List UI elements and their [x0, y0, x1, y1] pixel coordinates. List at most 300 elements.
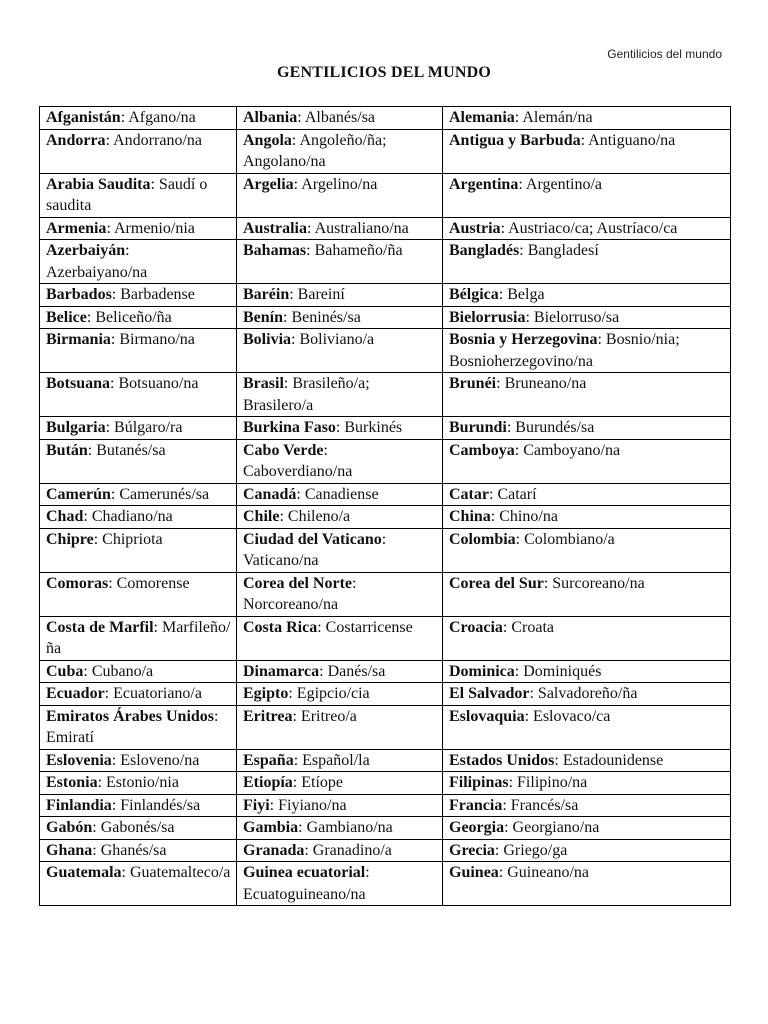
demonym: Georgiano/na: [512, 819, 600, 836]
separator: :: [283, 308, 292, 326]
table-cell: [237, 173, 443, 217]
demonym: Búlgaro/ra: [114, 419, 183, 436]
country-name: Corea del Norte: [243, 574, 352, 592]
country-name: Estonia: [46, 774, 98, 791]
demonym: Catarí: [497, 485, 537, 503]
separator: :: [92, 819, 101, 836]
table-cell: [237, 306, 443, 329]
separator: :: [288, 685, 297, 702]
separator: :: [504, 819, 513, 836]
table-row: [40, 373, 731, 417]
country-name: Camerún: [46, 485, 111, 503]
demonym: Finlandés/sa: [120, 796, 201, 814]
table-cell: [443, 660, 731, 683]
table-cell: [237, 483, 443, 506]
table-cell: [443, 173, 731, 217]
country-name: Bélgica: [449, 286, 499, 303]
country-name: Estados Unidos: [449, 751, 555, 769]
demonym: Fiyiano/na: [278, 796, 347, 814]
separator: :: [597, 331, 606, 348]
table-cell: [40, 107, 237, 130]
demonym: Azerbaiyano/na: [46, 263, 148, 281]
demonyms-table-body: [40, 107, 731, 906]
separator: :: [365, 864, 370, 881]
table-cell: [443, 373, 731, 417]
country-name: Dinamarca: [243, 662, 320, 680]
country-name: Camboya: [449, 441, 515, 459]
separator: :: [298, 819, 307, 836]
table-cell: [237, 772, 443, 795]
separator: :: [121, 864, 130, 881]
table-row: [40, 705, 731, 749]
demonym: Australiano/na: [314, 219, 409, 237]
demonym: Ecuatoguineano/na: [243, 885, 366, 903]
demonym: Bosnio/nia; Bosnioherzegovino/na: [449, 331, 680, 370]
country-name: Bangladés: [449, 242, 520, 259]
country-name: Eritrea: [243, 707, 293, 725]
demonym: Francés/sa: [510, 796, 579, 814]
separator: :: [292, 707, 301, 725]
demonym: Armenio/nia: [114, 219, 195, 237]
separator: :: [293, 751, 303, 769]
country-name: Antigua y Barbuda: [449, 131, 581, 149]
separator: :: [283, 375, 293, 392]
separator: :: [296, 485, 305, 503]
separator: :: [518, 175, 526, 193]
demonym: Beninés/sa: [291, 308, 361, 326]
table-cell: [237, 439, 443, 483]
demonym: Boliviano/a: [299, 331, 375, 348]
table-cell: [237, 240, 443, 284]
table-row: [40, 749, 731, 772]
table-row: [40, 683, 731, 706]
table-cell: [40, 839, 237, 862]
demonym: Egipcio/cia: [296, 685, 370, 702]
country-name: Barbados: [46, 286, 112, 303]
separator: :: [291, 331, 300, 348]
separator: :: [323, 441, 328, 459]
demonym: Granadino/a: [312, 841, 392, 859]
country-name: Emiratos Árabes Unidos: [46, 707, 215, 725]
table-cell: [237, 129, 443, 173]
country-name: Dominica: [449, 662, 515, 680]
table-cell: [443, 683, 731, 706]
table-row: [40, 284, 731, 307]
country-name: Arabia Saudita: [46, 175, 151, 193]
table-cell: [40, 683, 237, 706]
country-name: Birmania: [46, 331, 111, 348]
table-cell: [40, 483, 237, 506]
country-name: Burkina Faso: [243, 419, 336, 436]
table-cell: [40, 749, 237, 772]
country-name: Costa Rica: [243, 618, 318, 636]
country-name: China: [449, 508, 491, 525]
separator: :: [153, 618, 162, 636]
country-name: Grecia: [449, 841, 495, 859]
country-name: Cuba: [46, 662, 84, 680]
separator: :: [514, 109, 523, 126]
separator: :: [86, 308, 96, 326]
separator: :: [120, 109, 129, 126]
separator: :: [269, 796, 279, 814]
separator: :: [317, 618, 326, 636]
separator: :: [297, 109, 305, 126]
table-row: [40, 506, 731, 529]
country-name: Gambia: [243, 819, 299, 836]
demonym: Bareiní: [297, 286, 345, 303]
country-name: Argentina: [449, 175, 519, 193]
country-name: Brasil: [243, 375, 284, 392]
separator: :: [92, 841, 101, 859]
demonym: Ecuatoriano/a: [113, 685, 202, 702]
separator: :: [498, 286, 508, 303]
separator: :: [488, 485, 498, 503]
table-cell: [443, 240, 731, 284]
country-name: Afganistán: [46, 109, 121, 126]
separator: :: [498, 864, 508, 881]
table-row: [40, 240, 731, 284]
country-name: Botsuana: [46, 375, 111, 392]
separator: :: [514, 662, 524, 680]
separator: :: [110, 375, 119, 392]
separator: :: [515, 530, 525, 548]
separator: :: [110, 485, 120, 503]
table-cell: [237, 660, 443, 683]
separator: :: [500, 219, 509, 237]
country-name: Guinea ecuatorial: [243, 864, 366, 881]
table-row: [40, 772, 731, 795]
demonym: Esloveno/na: [120, 751, 200, 769]
table-cell: [40, 284, 237, 307]
separator: :: [93, 530, 103, 548]
table-cell: [443, 528, 731, 572]
separator: :: [508, 774, 518, 791]
separator: :: [496, 375, 505, 392]
table-row: [40, 483, 731, 506]
table-cell: [237, 506, 443, 529]
demonym: Eslovaco/ca: [533, 707, 611, 725]
demonym: Beliceño/ña: [95, 308, 172, 326]
country-name: Eslovaquia: [449, 707, 525, 725]
separator: :: [335, 419, 345, 436]
table-row: [40, 616, 731, 660]
table-cell: [40, 373, 237, 417]
country-name: Austria: [449, 219, 501, 237]
document-title: GENTILICIOS DEL MUNDO: [276, 64, 492, 81]
table-row: [40, 862, 731, 906]
demonym: Burundés/sa: [515, 419, 595, 436]
table-cell: [40, 417, 237, 440]
table-cell: [40, 528, 237, 572]
table-row: [40, 107, 731, 130]
table-row: [40, 572, 731, 616]
separator: :: [279, 508, 288, 525]
demonym: Norcoreano/na: [243, 596, 339, 613]
table-cell: [237, 107, 443, 130]
separator: :: [97, 774, 107, 791]
separator: :: [111, 751, 121, 769]
separator: :: [111, 796, 121, 814]
country-name: Albania: [243, 109, 298, 126]
demonym: Chipriota: [102, 530, 163, 548]
demonym: Canadiense: [304, 485, 379, 503]
country-name: Bolivia: [243, 331, 292, 348]
country-name: Colombia: [449, 530, 516, 548]
country-name: Belice: [46, 308, 87, 326]
demonym: Vaticano/na: [243, 552, 319, 569]
separator: :: [502, 618, 512, 636]
table-cell: [40, 439, 237, 483]
table-cell: [443, 705, 731, 749]
country-name: Bulgaria: [46, 419, 106, 436]
table-cell: [237, 572, 443, 616]
table-cell: [237, 839, 443, 862]
demonym: Eritreo/a: [300, 707, 357, 725]
demonym: Bangladesí: [527, 242, 599, 259]
country-name: Bosnia y Herzegovina: [449, 331, 598, 348]
country-name: Alemania: [449, 109, 515, 126]
country-name: España: [243, 751, 294, 769]
separator: :: [293, 175, 302, 193]
table-cell: [443, 483, 731, 506]
country-name: Bután: [46, 441, 88, 459]
country-name: Eslovenia: [46, 751, 112, 769]
demonym: Dominiqués: [523, 662, 602, 680]
demonym: Estonio/nia: [106, 774, 179, 791]
table-cell: [443, 417, 731, 440]
country-name: Armenia: [46, 219, 107, 237]
table-row: [40, 439, 731, 483]
demonym: Argelino/na: [301, 175, 378, 193]
country-name: Granada: [243, 841, 305, 859]
table-cell: [237, 616, 443, 660]
country-name: Egipto: [243, 685, 289, 702]
country-name: Burundi: [449, 419, 507, 436]
separator: :: [306, 242, 315, 259]
separator: :: [352, 574, 357, 592]
table-cell: [40, 240, 237, 284]
separator: :: [494, 841, 504, 859]
country-name: Brunéi: [449, 375, 497, 392]
table-row: [40, 129, 731, 173]
table-cell: [443, 772, 731, 795]
demonym: Alemán/na: [522, 109, 593, 126]
demonym: Albanés/sa: [304, 109, 376, 126]
country-name: Comoras: [46, 574, 109, 592]
separator: :: [519, 242, 528, 259]
demonym: Filipino/na: [517, 774, 588, 791]
country-name: Fiyi: [243, 796, 270, 814]
demonym: Camerunés/sa: [119, 485, 210, 503]
country-name: Benín: [243, 308, 284, 326]
separator: :: [490, 508, 500, 525]
separator: :: [105, 131, 114, 149]
demonym: Saudí o saudita: [46, 175, 208, 214]
separator: :: [304, 841, 313, 859]
table-cell: [443, 572, 731, 616]
separator: :: [125, 242, 130, 259]
demonym: Angoleño/ña; Angolano/na: [243, 131, 387, 170]
demonyms-table: [39, 106, 731, 906]
table-cell: [237, 528, 443, 572]
table-cell: [237, 683, 443, 706]
demonym: Birmano/na: [119, 331, 195, 348]
country-name: Bahamas: [243, 242, 307, 259]
demonym: Bruneano/na: [504, 375, 587, 392]
demonym: Estadounidense: [562, 751, 664, 769]
table-row: [40, 306, 731, 329]
table-row: [40, 329, 731, 373]
country-name: Georgia: [449, 819, 505, 836]
country-name: Francia: [449, 796, 503, 814]
demonym: Gambiano/na: [306, 819, 393, 836]
country-name: Guinea: [449, 864, 499, 881]
demonym: Chadiano/na: [91, 508, 173, 525]
table-cell: [237, 817, 443, 840]
demonym: Surcoreano/na: [552, 574, 645, 592]
separator: :: [87, 441, 97, 459]
table-cell: [237, 705, 443, 749]
demonym: Español/la: [302, 751, 370, 769]
table-cell: [40, 772, 237, 795]
country-name: Filipinas: [449, 774, 509, 791]
country-name: Cabo Verde: [243, 441, 324, 459]
table-cell: [40, 862, 237, 906]
table-cell: [443, 439, 731, 483]
table-cell: [237, 284, 443, 307]
country-name: Corea del Sur: [449, 574, 544, 592]
table-row: [40, 217, 731, 240]
demonym: Comorense: [116, 574, 190, 592]
table-cell: [40, 329, 237, 373]
demonym: Chileno/a: [287, 508, 351, 525]
separator: :: [106, 219, 114, 237]
table-cell: [40, 660, 237, 683]
separator: :: [83, 508, 92, 525]
country-name: Ghana: [46, 841, 93, 859]
separator: :: [524, 707, 534, 725]
table-cell: [443, 616, 731, 660]
table-row: [40, 173, 731, 217]
country-name: Bielorrusia: [449, 308, 526, 326]
separator: :: [502, 796, 511, 814]
table-cell: [237, 217, 443, 240]
separator: :: [319, 662, 328, 680]
table-cell: [443, 749, 731, 772]
demonym: Botsuano/na: [118, 375, 199, 392]
separator: :: [554, 751, 563, 769]
country-name: Angola: [243, 131, 292, 149]
demonym: Bielorruso/sa: [533, 308, 620, 326]
demonym: Guatemalteco/a: [130, 864, 231, 881]
table-cell: [237, 749, 443, 772]
country-name: Azerbaiyán: [46, 242, 126, 259]
separator: :: [543, 574, 553, 592]
country-name: Argelia: [243, 175, 294, 193]
table-cell: [443, 794, 731, 817]
separator: :: [105, 419, 115, 436]
separator: :: [307, 219, 315, 237]
table-cell: [237, 373, 443, 417]
demonym: Austriaco/ca; Austríaco/ca: [508, 219, 678, 237]
demonym: Salvadoreño/ña: [537, 685, 638, 702]
demonym: Danés/sa: [327, 662, 386, 680]
demonym: Marfileño/ña: [46, 618, 231, 657]
country-name: Catar: [449, 485, 489, 503]
country-name: Andorra: [46, 131, 106, 149]
separator: :: [83, 662, 92, 680]
country-name: Chad: [46, 508, 84, 525]
separator: :: [292, 774, 302, 791]
separator: :: [289, 286, 298, 303]
country-name: Chipre: [46, 530, 94, 548]
table-cell: [237, 862, 443, 906]
table-cell: [237, 329, 443, 373]
separator: :: [580, 131, 589, 149]
demonym: Andorrano/na: [113, 131, 202, 149]
country-name: Guatemala: [46, 864, 122, 881]
separator: :: [104, 685, 114, 702]
country-name: Finlandia: [46, 796, 112, 814]
table-cell: [40, 173, 237, 217]
separator: :: [111, 286, 121, 303]
demonym: Griego/ga: [503, 841, 568, 859]
demonym: Burkinés: [344, 419, 403, 436]
table-cell: [443, 817, 731, 840]
table-cell: [237, 417, 443, 440]
demonym: Gabonés/sa: [100, 819, 175, 836]
country-name: El Salvador: [449, 685, 530, 702]
country-name: Chile: [243, 508, 280, 525]
table-row: [40, 839, 731, 862]
separator: :: [529, 685, 538, 702]
demonym: Chino/na: [499, 508, 558, 525]
country-name: Costa de Marfil: [46, 618, 154, 636]
demonym: Cubano/a: [91, 662, 154, 680]
country-name: Ecuador: [46, 685, 105, 702]
demonym: Belga: [507, 286, 545, 303]
demonym: Argentino/a: [525, 175, 603, 193]
demonym: Barbadense: [120, 286, 195, 303]
demonym: Colombiano/a: [524, 530, 615, 548]
country-name: Etiopía: [243, 774, 293, 791]
separator: :: [108, 574, 117, 592]
table-cell: [443, 107, 731, 130]
table-cell: [40, 217, 237, 240]
table-cell: [443, 506, 731, 529]
table-row: [40, 794, 731, 817]
demonym: Butanés/sa: [96, 441, 166, 459]
table-cell: [443, 217, 731, 240]
table-cell: [443, 862, 731, 906]
demonym: Croata: [511, 618, 555, 636]
table-cell: [40, 572, 237, 616]
separator: :: [214, 707, 219, 725]
table-cell: [443, 129, 731, 173]
table-row: [40, 817, 731, 840]
table-cell: [40, 129, 237, 173]
demonym: Brasileño/a; Brasilero/a: [243, 375, 370, 414]
table-cell: [443, 306, 731, 329]
separator: :: [514, 441, 524, 459]
table-cell: [40, 705, 237, 749]
table-cell: [40, 306, 237, 329]
table-row: [40, 528, 731, 572]
demonym: Costarricense: [325, 618, 413, 636]
separator: :: [525, 308, 534, 326]
separator: :: [506, 419, 516, 436]
separator: :: [291, 131, 300, 149]
